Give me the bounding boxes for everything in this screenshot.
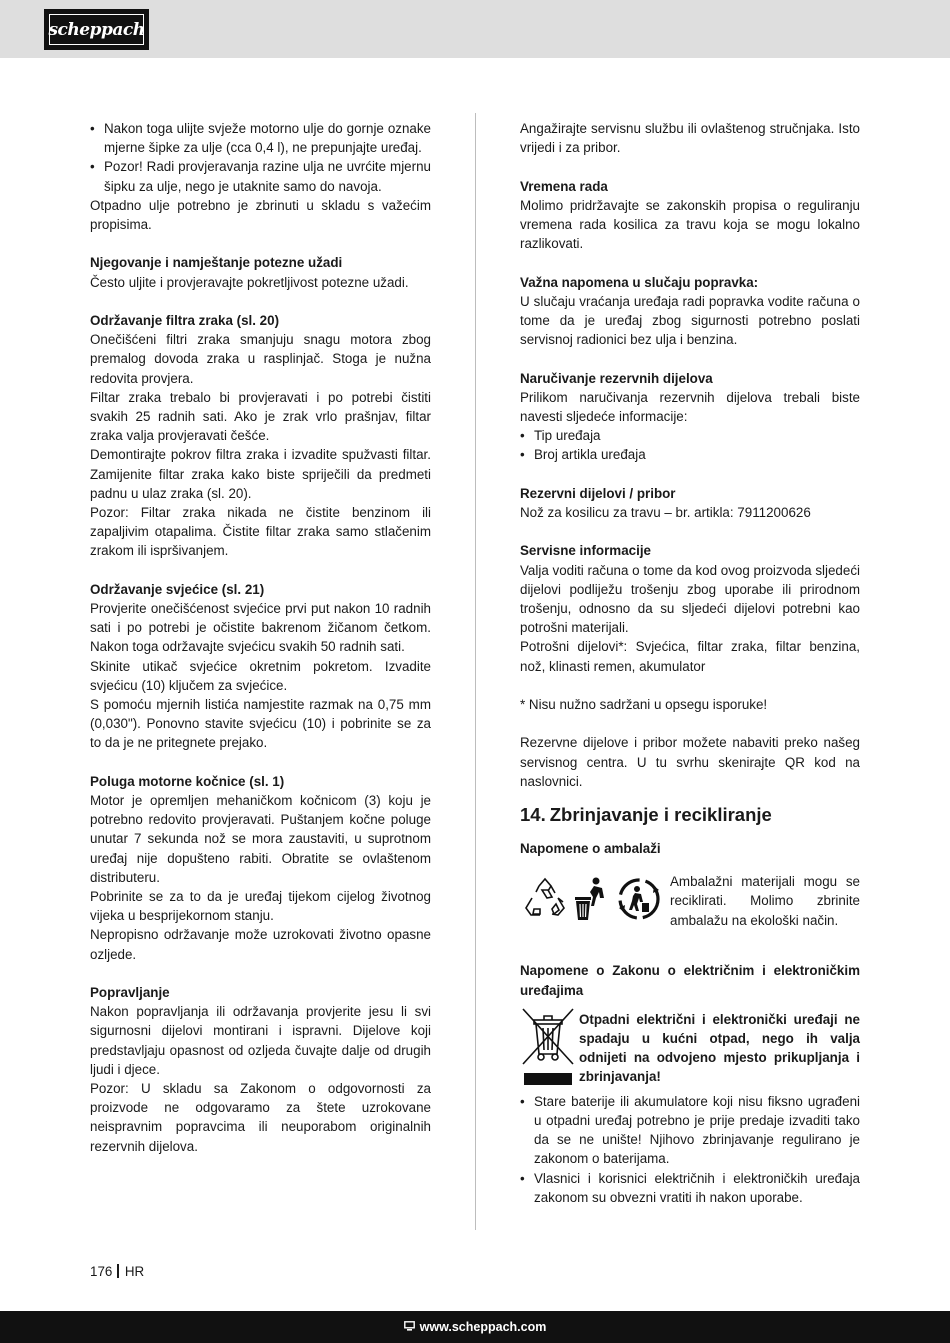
section-title [520, 803, 860, 827]
list-item: • Broj artikla uređaja [520, 445, 860, 464]
paragraph: Prilikom naručivanja rezervnih dijelova trebali biste navesti sljedeće informacije: [520, 389, 860, 424]
list-item: • Tip uređaja [520, 426, 860, 445]
heading-service-info: Servisne informacije [520, 543, 651, 559]
heading-spark-plug: Održavanje svjećice (sl. 21) [90, 581, 265, 597]
monitor-icon [404, 1320, 415, 1334]
paragraph: Potrošni dijelovi*: Svjećica, filtar zraka, filtar benzina, nož, klinasti remen, akumulator [520, 639, 860, 674]
paragraph: Skinite utikač svjećice okretnim pokretom. Izvadite svjećicu (10) ključem za svjećice. [90, 658, 431, 693]
heading-repair: Popravljanje [90, 985, 170, 1001]
list-item: • Vlasnici i korisnici električnih i elektroničkih uređaja zakonom su obvezni vratiti ih nakon uporabe. [520, 1169, 860, 1207]
paragraph: Valja voditi računa o tome da kod ovog proizvoda sljedeći dijelovi podliježu trošenju zbog uporabe ili prirodnom trošenju, odnosno da su sljedeći dijelovi potrebni kao potrošni materijali. [520, 562, 860, 636]
paragraph: Demontirajte pokrov filtra zraka i izvadite spužvasti filtar. Zamijenite filtar zraka kako biste spriječili da predmeti padnu u ulaz zraka (sl. 20). [90, 447, 431, 501]
footer-band [0, 1311, 950, 1343]
heading-ordering-parts: Naručivanje rezervnih dijelova [520, 370, 713, 386]
footnote: * Nisu nužno sadržani u opsegu isporuke! [520, 697, 768, 712]
section-number: 14. [520, 804, 546, 825]
header-band [0, 0, 950, 58]
heading-spare-parts: Rezervni dijelovi / pribor [520, 485, 676, 501]
weee-bar [524, 1073, 572, 1085]
recycling-person-icon [616, 876, 662, 927]
paragraph: Angažirajte servisnu službu ili ovlaštenog stručnjaka. Isto vrijedi i za pribor. [520, 121, 860, 156]
weee-block [520, 1006, 860, 1092]
paragraph: Otpadno ulje potrebno je zbrinuti u skladu s važećim propisima. [90, 197, 431, 233]
heading-drive-care: Njegovanje i namještanje potezne užadi [90, 255, 343, 271]
list-item: • Pozor! Radi provjeravanja razine ulja ne uvrćite mjernu šipku za ulje, nego je utaknite samo do navoja. [90, 157, 431, 195]
crossed-out-bin-icon [520, 1006, 576, 1073]
list-item: • Nakon toga ulijte svježe motorno ulje do gornje oznake mjerne šipke za ulje (cca 0,4 l), ne prepunjajte uređaj. [90, 119, 431, 157]
paragraph: Nepropisno održavanje može uzrokovati životno opasne ozljede. [90, 927, 431, 962]
logo-text: scheppach [48, 19, 145, 40]
page-number-value: 176 [90, 1264, 113, 1279]
heading-repair-note: Važna napomena u slučaju popravka: [520, 274, 759, 290]
trash-bin-person-icon [572, 876, 612, 929]
packaging-block [520, 872, 860, 936]
paragraph: Rezervne dijelove i pribor možete nabaviti preko našeg servisnog centra. U tu svrhu skenirajte QR kod na naslovnici. [520, 735, 860, 789]
heading-weee: Napomene o Zakonu o električnim i elektroničkim uređajima [520, 963, 860, 998]
recycle-icon [522, 876, 568, 927]
paragraph: Onečišćeni filtri zraka smanjuju snagu motora zbog premalog dovoda zraka u rasplinjač. Stoga je nužna redovita provjera. [90, 332, 431, 386]
right-column [520, 119, 860, 1207]
section-title-text: Zbrinjavanje i recikliranje [549, 804, 772, 825]
list-item: • Stare baterije ili akumulatore koji nisu fiksno ugrađeni u otpadni uređaj potrebno je prije predaje izvaditi tako da se ne unište! Njihovo zbrinjavanje regulirano je zakonom o baterijama. [520, 1092, 860, 1169]
heading-brake: Poluga motorne kočnice (sl. 1) [90, 773, 285, 789]
heading-packaging: Napomene o ambalaži [520, 841, 661, 856]
paragraph: Pozor: U skladu sa Zakonom o odgovornosti za proizvode ne odgovaramo za štete uzrokovane neispravnim popravcima ili neuporabom originalnih rezervnih dijelova. [90, 1081, 431, 1154]
paragraph: Provjerite onečišćenost svjećice prvi put nakon 10 radnih sati i po potrebi je očistite bakrenom žičanom četkom. Nakon toga održavajte svjećicu svakih 50 radnih sati. [90, 601, 431, 655]
paragraph: Često uljite i provjeravajte pokretljivost potezne užadi. [90, 274, 409, 290]
paragraph: Nož za kosilicu za travu – br. artikla: 7911200626 [520, 505, 811, 520]
scheppach-logo [44, 9, 149, 50]
footer-link[interactable] [404, 1320, 547, 1334]
page-number [90, 1264, 144, 1279]
paragraph: Pozor: Filtar zraka nikada ne čistite benzinom ili zapaljivim otapalima. Čistite filtar zraka samo stlačenim zrakom ili ispršivanjem. [90, 505, 431, 559]
paragraph: Molimo pridržavajte se zakonskih propisa o reguliranju vremena rada kosilica za travu koja se mogu lokalno razlikovati. [520, 197, 860, 252]
paragraph: U slučaju vraćanja uređaja radi popravka vodite računa o tome da je uređaj zbog sigurnosti potrebno poslati servisnoj radionici bez ulja i benzina. [520, 293, 860, 348]
paragraph: Nakon popravljanja ili održavanja provjerite jesu li svi sigurnosni dijelovi montirani i ispravni. Dijelove koji predstavljaju opasnost od ozljeda čuvajte dalje od drugih ljudi i djece. [90, 1004, 431, 1077]
heading-working-hours: Vremena rada [520, 178, 608, 194]
left-column [90, 119, 431, 1156]
website-url[interactable]: www.scheppach.com [419, 1320, 547, 1334]
paragraph: Motor je opremljen mehaničkom kočnicom (3) koju je potrebno redovito provjeravati. Puštanjem kočne poluge unutar 7 sekunda nož se mora zaustaviti, u suprotnom uređaj nije dopušteno rabiti. Obratite se ovlaštenom distributeru. [90, 793, 431, 885]
paragraph: S pomoću mjernih listića namjestite razmak na 0,75 mm (0,030"). Ponovno stavite svjećicu (10) i pobrinite se za to da je ne pritegnete prejako. [90, 697, 431, 751]
column-divider [475, 113, 476, 1230]
paragraph: Filtar zraka trebalo bi provjeravati i po potrebi čistiti svakih 25 radnih sati. Ako je zrak vrlo prašnjav, filtar zraka valja provjeravati češće. [90, 389, 431, 444]
weee-warning: Otpadni električni i elektronički uređaji ne spadaju u kućni otpad, nego ih valja odnijeti na odvojeno mjesto prikupljanja i zbrinjavanja! [579, 1011, 860, 1085]
packaging-text: Ambalažni materijali mogu se reciklirati. Molimo zbrinite ambalažu na ekološki način. [670, 874, 860, 928]
heading-air-filter: Održavanje filtra zraka (sl. 20) [90, 313, 280, 328]
paragraph: Pobrinite se za to da je uređaj tijekom cijelog životnog vijeka u besprijekornom stanju. [90, 889, 431, 924]
language-code: HR [124, 1264, 145, 1279]
